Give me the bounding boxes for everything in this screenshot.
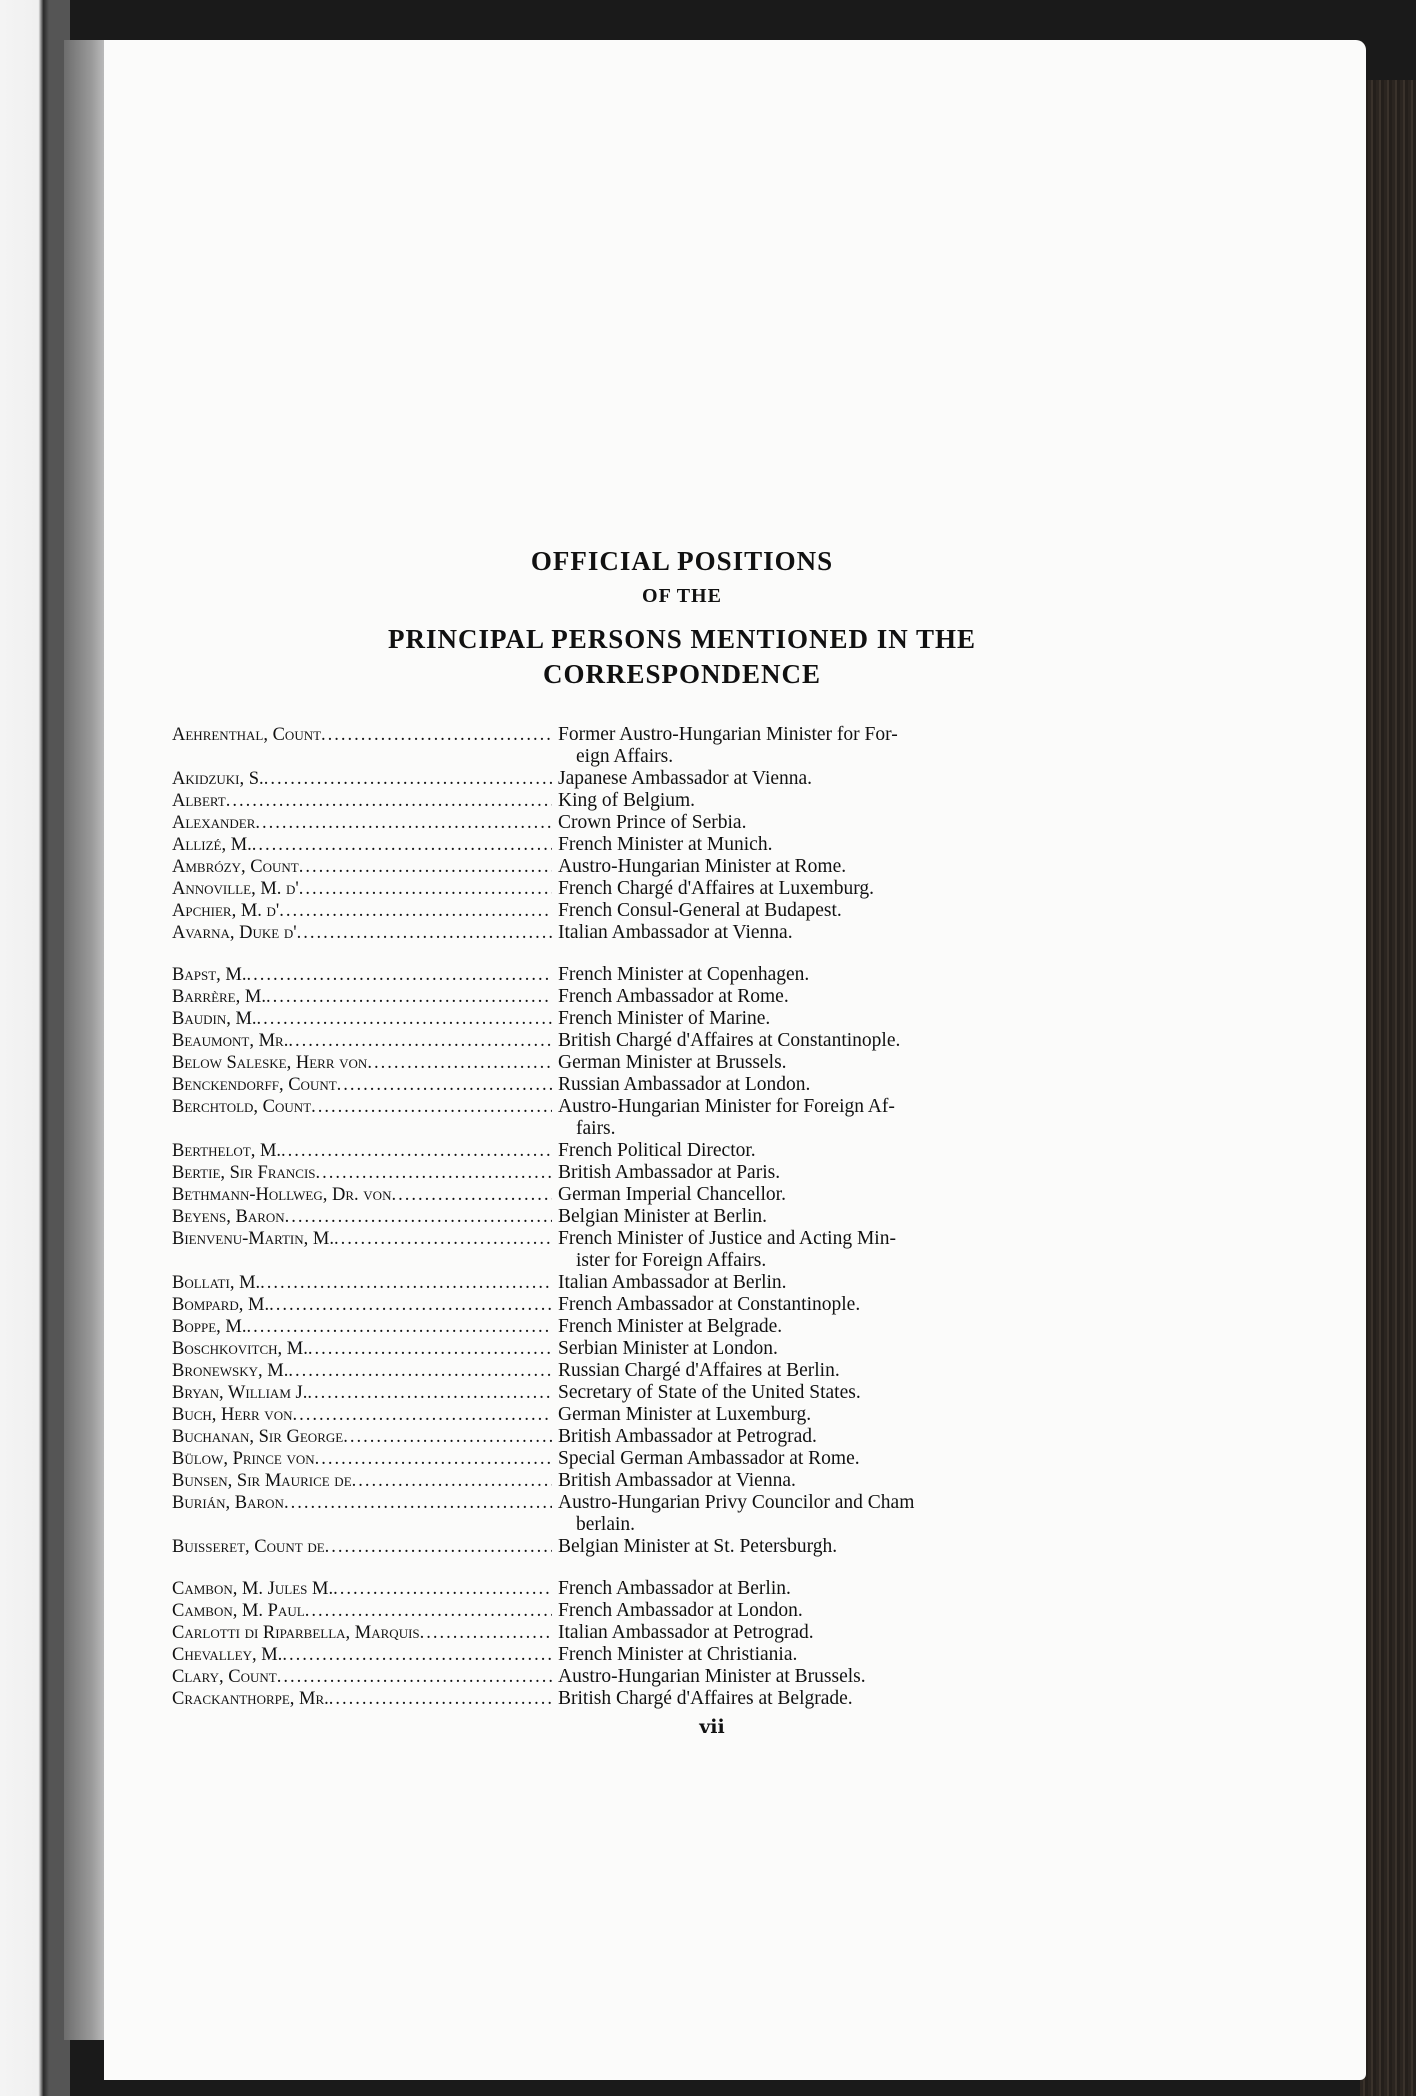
dot-leader	[260, 1272, 552, 1294]
list-item	[172, 1228, 1192, 1272]
person-name: Bompard, M.	[172, 1295, 270, 1315]
position-text: Special German Ambassador at Rome.	[558, 1448, 860, 1469]
person-name: Bienvenu-Martin, M.	[172, 1229, 334, 1249]
person-name-cell	[172, 1140, 552, 1162]
person-name: Bronewsky, M.	[172, 1361, 289, 1381]
person-name: Buisseret, Count de	[172, 1537, 325, 1557]
list-item	[172, 1426, 1192, 1448]
official-position	[552, 1360, 1192, 1382]
person-name-cell	[172, 1360, 552, 1382]
person-name: Alexander	[172, 813, 256, 833]
list-item	[172, 1206, 1192, 1228]
person-name: Bülow, Prince von	[172, 1449, 315, 1469]
dot-leader	[282, 1644, 552, 1666]
position-text: British Chargé d'Affaires at Constantinople.	[558, 1030, 901, 1051]
persons-list	[172, 724, 1192, 1710]
person-name-cell	[172, 1622, 552, 1644]
position-text: French Minister at Munich.	[558, 834, 773, 855]
person-name: Chevalley, M.	[172, 1645, 283, 1665]
person-name: Allizé, M.	[172, 835, 252, 855]
dot-leader	[391, 1184, 552, 1206]
person-name: Apchier, M. d'	[172, 901, 280, 921]
person-name: Bryan, William J.	[172, 1383, 308, 1403]
person-name: Beaumont, Mr.	[172, 1031, 289, 1051]
person-name-cell	[172, 1492, 552, 1514]
dot-leader	[285, 1206, 552, 1228]
person-name: Bollati, M.	[172, 1273, 261, 1293]
list-item	[172, 856, 1192, 878]
facing-page-edge	[0, 0, 70, 2096]
list-item	[172, 724, 1192, 768]
official-position	[552, 1404, 1192, 1426]
list-item	[172, 812, 1192, 834]
list-item	[172, 1184, 1192, 1206]
official-position	[552, 986, 1192, 1008]
person-name-cell	[172, 1666, 552, 1688]
position-text: King of Belgium.	[558, 790, 696, 811]
position-text: French Consul-General at Budapest.	[558, 900, 842, 921]
person-name-cell	[172, 1030, 552, 1052]
person-name: Benckendorff, Count	[172, 1075, 337, 1095]
position-text: German Minister at Luxemburg.	[558, 1404, 812, 1425]
official-position	[552, 1622, 1192, 1644]
list-item	[172, 986, 1192, 1008]
list-item	[172, 1096, 1192, 1140]
person-name-cell	[172, 900, 552, 922]
official-position	[552, 1644, 1192, 1666]
dot-leader	[288, 1030, 552, 1052]
list-item	[172, 964, 1192, 986]
dot-leader	[226, 790, 552, 812]
person-name-cell	[172, 878, 552, 900]
person-name-cell	[172, 724, 552, 746]
official-position	[552, 1448, 1192, 1470]
dot-leader	[343, 1426, 552, 1448]
official-position	[552, 1052, 1192, 1074]
official-position	[552, 1272, 1192, 1294]
list-item	[172, 1404, 1192, 1426]
dot-leader	[321, 724, 552, 746]
list-item	[172, 1052, 1192, 1074]
position-text: French Chargé d'Affaires at Luxemburg.	[558, 878, 874, 899]
dot-leader	[252, 834, 552, 856]
list-item	[172, 1536, 1192, 1558]
position-text: Austro-Hungarian Minister at Brussels.	[558, 1666, 866, 1687]
list-item	[172, 1600, 1192, 1622]
dot-leader	[299, 878, 552, 900]
person-name: Bethmann-Hollweg, Dr. von	[172, 1185, 392, 1205]
position-text: Former Austro-Hungarian Minister for For-	[558, 724, 898, 745]
dot-leader	[264, 768, 552, 790]
dot-leader	[279, 900, 552, 922]
official-position	[552, 1688, 1192, 1710]
dot-leader	[269, 1294, 552, 1316]
person-name-cell	[172, 1206, 552, 1228]
book-page-edges	[1360, 80, 1416, 2096]
person-name-cell	[172, 1228, 552, 1250]
position-text: French Minister of Marine.	[558, 1008, 771, 1029]
person-name-cell	[172, 790, 552, 812]
position-text: British Ambassador at Petrograd.	[558, 1426, 817, 1447]
position-text: French Ambassador at London.	[558, 1600, 803, 1621]
official-position	[552, 964, 1192, 986]
person-name-cell	[172, 1338, 552, 1360]
list-item	[172, 878, 1192, 900]
heading-correspondence: CORRESPONDENCE	[542, 659, 822, 689]
person-name-cell	[172, 1600, 552, 1622]
person-name-cell	[172, 768, 552, 790]
official-position	[552, 1294, 1192, 1316]
list-item	[172, 1578, 1192, 1600]
official-position	[552, 1578, 1192, 1600]
dot-leader	[367, 1052, 552, 1074]
person-name-cell	[172, 856, 552, 878]
dot-leader	[246, 964, 552, 986]
person-name-cell	[172, 1426, 552, 1448]
heading-official-positions: OFFICIAL POSITIONS	[530, 546, 834, 576]
position-text: British Ambassador at Vienna.	[558, 1470, 796, 1491]
official-position	[552, 1338, 1192, 1360]
list-item	[172, 1316, 1192, 1338]
person-name: Cambon, M. Jules M.	[172, 1579, 334, 1599]
official-position	[552, 1074, 1192, 1096]
person-name: Akidzuki, S.	[172, 769, 264, 789]
position-text: German Minister at Brussels.	[558, 1052, 787, 1073]
list-item	[172, 1448, 1192, 1470]
position-text: Austro-Hungarian Minister at Rome.	[558, 856, 847, 877]
list-item	[172, 1382, 1192, 1404]
position-text: Belgian Minister at Berlin.	[558, 1206, 768, 1227]
list-item	[172, 1140, 1192, 1162]
official-position	[552, 812, 1192, 834]
person-name: Bunsen, Sir Maurice de	[172, 1471, 352, 1491]
list-item	[172, 1272, 1192, 1294]
official-position	[552, 900, 1192, 922]
dot-leader	[325, 1536, 552, 1558]
list-item	[172, 1622, 1192, 1644]
official-position	[552, 1470, 1192, 1492]
dot-leader	[308, 1338, 552, 1360]
official-position	[552, 1536, 1192, 1558]
position-text: British Ambassador at Paris.	[558, 1162, 781, 1183]
person-name-cell	[172, 1162, 552, 1184]
person-name-cell	[172, 812, 552, 834]
position-text: French Ambassador at Rome.	[558, 986, 789, 1007]
list-item	[172, 1688, 1192, 1710]
person-name-cell	[172, 1294, 552, 1316]
person-name-cell	[172, 834, 552, 856]
person-name: Carlotti di Riparbella, Marquis	[172, 1623, 420, 1643]
dot-leader	[292, 1404, 552, 1426]
dot-leader	[297, 922, 552, 944]
dot-leader	[257, 1008, 552, 1030]
list-item	[172, 922, 1192, 944]
person-name-cell	[172, 1052, 552, 1074]
dot-leader	[305, 1600, 552, 1622]
official-position	[552, 1382, 1192, 1404]
dot-leader	[352, 1470, 552, 1492]
dot-leader	[333, 1578, 552, 1600]
dot-leader	[334, 1228, 552, 1250]
dot-leader	[281, 1140, 552, 1162]
official-position	[552, 1030, 1192, 1052]
person-name-cell	[172, 1644, 552, 1666]
position-text: German Imperial Chancellor.	[558, 1184, 786, 1205]
person-name: Avarna, Duke d'	[172, 923, 297, 943]
person-name-cell	[172, 1536, 552, 1558]
official-position	[552, 856, 1192, 878]
heading-principal-persons: PRINCIPAL PERSONS MENTIONED IN THE	[387, 624, 977, 654]
person-name: Ambrózy, Count	[172, 857, 299, 877]
position-text: French Ambassador at Berlin.	[558, 1578, 791, 1599]
position-text: Italian Ambassador at Vienna.	[558, 922, 793, 943]
person-name-cell	[172, 1272, 552, 1294]
list-item	[172, 1360, 1192, 1382]
position-text: French Political Director.	[558, 1140, 756, 1161]
list-item	[172, 1470, 1192, 1492]
list-item	[172, 1666, 1192, 1688]
person-name-cell	[172, 1404, 552, 1426]
person-name-cell	[172, 986, 552, 1008]
person-name: Clary, Count	[172, 1667, 277, 1687]
heading-of-the: OF THE	[642, 585, 722, 607]
list-item	[172, 1030, 1192, 1052]
person-name: Bapst, M.	[172, 965, 247, 985]
dot-leader	[307, 1382, 552, 1404]
list-item	[172, 834, 1192, 856]
person-name: Beyens, Baron	[172, 1207, 285, 1227]
official-position	[552, 768, 1192, 790]
person-name: Buchanan, Sir George	[172, 1427, 344, 1447]
person-name: Buch, Herr von	[172, 1405, 293, 1425]
list-item	[172, 1162, 1192, 1184]
list-item	[172, 900, 1192, 922]
person-name-cell	[172, 922, 552, 944]
person-name: Barrère, M.	[172, 987, 266, 1007]
person-name: Berchtold, Count	[172, 1097, 312, 1117]
official-position	[552, 1426, 1192, 1448]
person-name: Burián, Baron	[172, 1493, 284, 1513]
official-position	[552, 790, 1192, 812]
position-text: Italian Ambassador at Petrograd.	[558, 1622, 814, 1643]
position-text: Crown Prince of Serbia.	[558, 812, 747, 833]
position-text: Serbian Minister at London.	[558, 1338, 778, 1359]
position-text: Austro-Hungarian Minister for Foreign Af-	[558, 1096, 895, 1117]
official-position	[552, 1228, 1192, 1272]
person-name-cell	[172, 1008, 552, 1030]
person-name-cell	[172, 1096, 552, 1118]
person-name: Annoville, M. d'	[172, 879, 299, 899]
person-name-cell	[172, 1184, 552, 1206]
position-text: British Chargé d'Affaires at Belgrade.	[558, 1688, 853, 1709]
list-item	[172, 790, 1192, 812]
dot-leader	[284, 1492, 552, 1514]
official-position	[552, 1206, 1192, 1228]
position-text: Russian Ambassador at London.	[558, 1074, 811, 1095]
dot-leader	[315, 1448, 552, 1470]
official-position	[552, 1008, 1192, 1030]
official-position	[552, 1162, 1192, 1184]
official-position	[552, 834, 1192, 856]
person-name: Boschkovitch, M.	[172, 1339, 308, 1359]
person-name-cell	[172, 1688, 552, 1710]
position-text: Austro-Hungarian Privy Councilor and Cham	[558, 1492, 915, 1513]
person-name-cell	[172, 1316, 552, 1338]
position-text: Secretary of State of the United States.	[558, 1382, 861, 1403]
dot-leader	[316, 1162, 552, 1184]
position-text: French Ambassador at Constantinople.	[558, 1294, 861, 1315]
list-item	[172, 1074, 1192, 1096]
position-text: Italian Ambassador at Berlin.	[558, 1272, 787, 1293]
official-position	[552, 1140, 1192, 1162]
person-name: Cambon, M. Paul	[172, 1601, 305, 1621]
position-text: Russian Chargé d'Affaires at Berlin.	[558, 1360, 840, 1381]
official-position	[552, 922, 1192, 944]
position-text: French Minister at Christiania.	[558, 1644, 798, 1665]
person-name-cell	[172, 1578, 552, 1600]
person-name: Boppe, M.	[172, 1317, 247, 1337]
dot-leader	[246, 1316, 552, 1338]
position-text: French Minister of Justice and Acting Min-	[558, 1228, 896, 1249]
dot-leader	[337, 1074, 552, 1096]
dot-leader	[420, 1622, 552, 1644]
page-content	[172, 510, 1192, 1738]
book-page	[104, 40, 1366, 2080]
position-text: Japanese Ambassador at Vienna.	[558, 768, 813, 789]
official-position	[552, 724, 1192, 768]
person-name-cell	[172, 964, 552, 986]
position-continuation: ister for Foreign Affairs.	[576, 1250, 767, 1271]
dot-leader	[311, 1096, 552, 1118]
list-item	[172, 1644, 1192, 1666]
person-name: Berthelot, M.	[172, 1141, 282, 1161]
person-name-cell	[172, 1448, 552, 1470]
list-item	[172, 1338, 1192, 1360]
official-position	[552, 878, 1192, 900]
dot-leader	[299, 856, 552, 878]
position-text: Belgian Minister at St. Petersburgh.	[558, 1536, 838, 1557]
official-position	[552, 1316, 1192, 1338]
person-name: Bertie, Sir Francis	[172, 1163, 316, 1183]
person-name-cell	[172, 1470, 552, 1492]
page-number: vii	[699, 1716, 725, 1738]
position-text: French Minister at Belgrade.	[558, 1316, 783, 1337]
list-item	[172, 1294, 1192, 1316]
dot-leader	[277, 1666, 552, 1688]
person-name-cell	[172, 1382, 552, 1404]
position-continuation: berlain.	[576, 1514, 636, 1535]
dot-leader	[266, 986, 552, 1008]
person-name: Below Saleske, Herr von	[172, 1053, 368, 1073]
person-name-cell	[172, 1074, 552, 1096]
list-item	[172, 768, 1192, 790]
dot-leader	[329, 1688, 552, 1710]
list-item	[172, 1492, 1192, 1536]
person-name: Baudin, M.	[172, 1009, 257, 1029]
official-position	[552, 1666, 1192, 1688]
position-continuation: fairs.	[576, 1118, 616, 1139]
official-position	[552, 1096, 1192, 1140]
position-text: French Minister at Copenhagen.	[558, 964, 810, 985]
person-name: Albert	[172, 791, 226, 811]
dot-leader	[288, 1360, 552, 1382]
person-name: Crackanthorpe, Mr.	[172, 1689, 329, 1709]
official-position	[552, 1184, 1192, 1206]
dot-leader	[255, 812, 552, 834]
official-position	[552, 1492, 1192, 1536]
list-item	[172, 1008, 1192, 1030]
official-position	[552, 1600, 1192, 1622]
person-name: Aehrenthal, Count	[172, 725, 322, 745]
position-continuation: eign Affairs.	[576, 746, 674, 767]
